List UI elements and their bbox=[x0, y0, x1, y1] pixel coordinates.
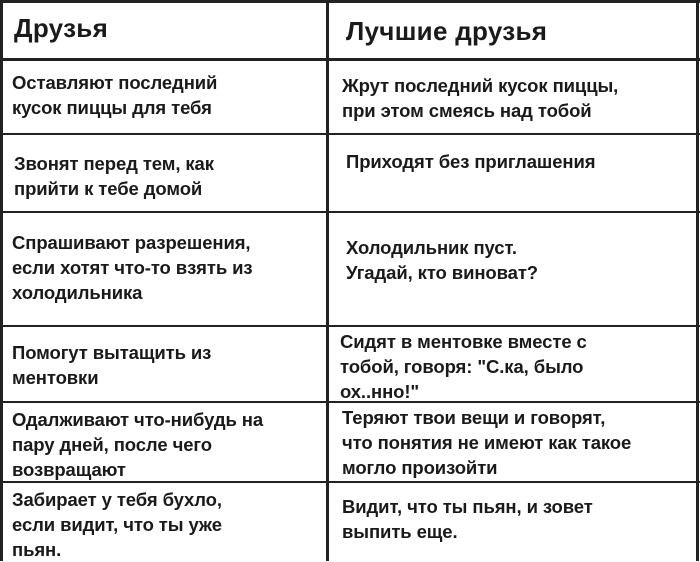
row-divider bbox=[0, 211, 700, 213]
friends-cell-4: Помогут вытащить из ментовки bbox=[12, 342, 212, 388]
best-friends-cell-4: Сидят в ментовке вместе с тобой, говоря: "С.ка, было ох..нно!" bbox=[340, 331, 587, 402]
friends-cell-3: Спрашивают разрешения, если хотят что-то взять из холодильника bbox=[12, 232, 253, 303]
row-divider bbox=[0, 133, 700, 135]
header-best-friends: Лучшие друзья bbox=[346, 16, 548, 46]
best-friends-cell-3: Холодильник пуст. Угадай, кто виноват? bbox=[346, 237, 538, 283]
column-divider bbox=[326, 0, 329, 561]
friends-cell-5: Одалживают что-нибудь на пару дней, после чего возвращают bbox=[12, 409, 264, 480]
friends-cell-6: Забирает у тебя бухло, если видит, что ты уже пьян. bbox=[12, 489, 222, 560]
row-divider bbox=[0, 58, 700, 61]
friends-cell-1: Оставляют последний кусок пиццы для тебя bbox=[12, 72, 218, 118]
row-divider bbox=[0, 325, 700, 327]
friends-cell-2: Звонят перед тем, как прийти к тебе домой bbox=[14, 153, 214, 199]
header-friends: Друзья bbox=[14, 13, 109, 43]
table-border-right bbox=[696, 0, 699, 561]
table-border-left bbox=[0, 0, 3, 561]
best-friends-cell-1: Жрут последний кусок пиццы, при этом смеясь над тобой bbox=[342, 75, 619, 121]
best-friends-cell-6: Видит, что ты пьян, и зовет выпить еще. bbox=[342, 496, 593, 542]
table-border-top bbox=[0, 0, 700, 3]
best-friends-cell-5: Теряют твои вещи и говорят, что понятия не имеют как такое могло произойти bbox=[342, 407, 632, 478]
best-friends-cell-2: Приходят без приглашения bbox=[346, 151, 596, 172]
